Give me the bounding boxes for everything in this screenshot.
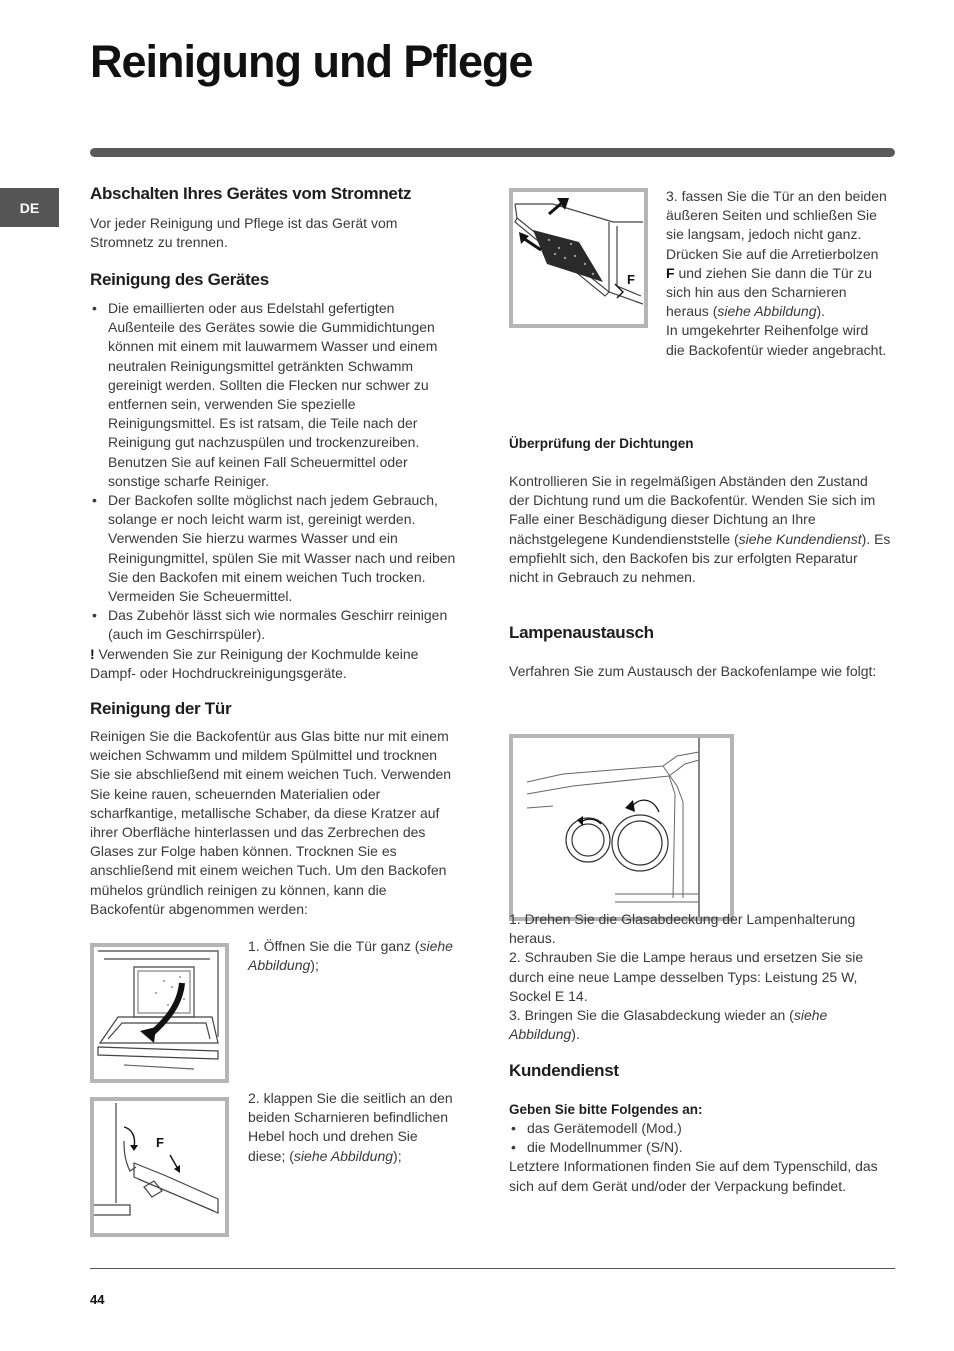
page-number: 44 <box>90 1292 105 1307</box>
figure-reference: siehe Abbildung <box>248 938 453 974</box>
service-list <box>509 1119 889 1157</box>
service-reference: siehe Kundendienst <box>738 530 862 547</box>
figure-lamp <box>509 734 734 921</box>
language-tab: DE <box>0 188 59 227</box>
step1-text: 1. Öffnen Sie die Tür ganz (siehe Abbildung); <box>248 938 453 974</box>
service-subheading: Geben Sie bitte Folgendes an: <box>509 1102 703 1117</box>
step3-block <box>666 187 888 360</box>
figure-reference: siehe Abbildung <box>293 1147 394 1164</box>
seal-check-text: Kontrollieren Sie in regelmäßigen Abständen den Zustand der Dichtung rund um die Backofentür. Wenden Sie sich im Falle einer Beschädigung dieser Dichtung an Ihre nächstgelegene Kundendienststelle (siehe Kundendienst). Es empfiehlt sich, den Backofen bis zur erfolgten Reparatur nicht in Gebrauch zu nehmen. <box>509 473 891 586</box>
warning-note <box>90 645 458 683</box>
device-cleaning-block <box>90 299 458 683</box>
list-item: • Das Zubehör lässt sich wie normales Geschirr reinigen (auch im Geschirrspüler). <box>90 606 458 644</box>
heading-disconnect: Abschalten Ihres Gerätes vom Stromnetz <box>90 184 412 203</box>
figure-reference: siehe Abbildung <box>717 303 817 320</box>
list-item: • das Gerätemodell (Mod.) <box>509 1119 889 1138</box>
service-footer-text: Letztere Informationen finden Sie auf dem Typenschild, das sich auf dem Gerät und/oder der Verpackung befindet. <box>509 1158 878 1194</box>
figure-label-f: F <box>156 1135 164 1150</box>
lamp-steps <box>509 910 889 1044</box>
warning-text: Verwenden Sie zur Reinigung der Kochmulde keine Dampf- oder Hochdruckreinigungsgeräte. <box>90 645 419 681</box>
lamp-intro-text: Verfahren Sie zum Austausch der Backofenlampe wie folgt: <box>509 663 877 679</box>
warning-icon: ! <box>90 645 95 662</box>
step3-reverse-text: In umgekehrter Reihenfolge wird die Backofentür wieder angebracht. <box>666 322 887 358</box>
lamp-step3: 3. Bringen Sie die Glasabdeckung wieder an (siehe Abbildung). <box>509 1007 828 1043</box>
heading-door-cleaning: Reinigung der Tür <box>90 699 232 718</box>
list-item: • die Modellnummer (S/N). <box>509 1138 889 1157</box>
oven-open-door-illustration <box>94 947 225 1079</box>
figure-open-door <box>90 943 229 1083</box>
oven-lamp-illustration <box>513 738 730 917</box>
list-item: • Die emaillierten oder aus Edelstahl gefertigten Außenteile des Gerätes sowie die Gummidichtungen können mit einem mit lauwarmem Wasser und einem neutralen Reinigungsmittel getränkten Schwamm gereinigt werden. Sollten die Flecken nur schwer zu entfernen sein, verwenden Sie spezielle Reinigungsmittel. Es ist ratsam, die Teile nach der Reinigung gut nachzuspülen und trockenzureiben. Benutzen Sie auf keinen Fall Scheuermittel oder sonstige scharfe Reiniger. <box>90 299 458 491</box>
heading-seal-check: Überprüfung der Dichtungen <box>509 436 694 451</box>
hinge-lever-illustration <box>94 1101 225 1233</box>
door-cleaning-text: Reinigen Sie die Backofentür aus Glas bitte nur mit einem weichen Schwamm und mildem Spülmittel und trocknen Sie sie abschließend mit einem weichen Tuch. Verwenden Sie keine rauen, scheuernden Materialien oder scharfkantige, metallische Schaber, da diese Kratzer auf ihrer Oberfläche hinterlassen und das Zerbrechen des Glases zur Folge haben können. Trocknen Sie es anschließend mit einem weichen Tuch. Um den Backofen mühelos gründlich reinigen zu können, kann die Backofentür abgenommen werden: <box>90 728 452 917</box>
lock-pin-label: F <box>666 264 675 281</box>
lamp-step1: 1. Drehen Sie die Glasabdeckung der Lampenhalterung heraus. <box>509 911 856 947</box>
heading-lamp-replacement: Lampenaustausch <box>509 623 654 642</box>
disconnect-text: Vor jeder Reinigung und Pflege ist das Gerät vom Stromnetz zu trennen. <box>90 215 398 251</box>
title-divider-bar <box>90 148 895 157</box>
step3-text: 3. fassen Sie die Tür an den beiden äußeren Seiten und schließen Sie sie langsam, jedoch nicht ganz. Drücken Sie auf die Arretierbolzen F und ziehen Sie dann die Tür zu sich hin aus den Scharnieren heraus (siehe Abbildung). <box>666 188 887 320</box>
figure-label-f: F <box>627 272 635 287</box>
page-title: Reinigung und Pflege <box>90 36 533 87</box>
door-removal-illustration <box>513 192 644 324</box>
list-item: • Der Backofen sollte möglichst nach jedem Gebrauch, solange er noch leicht warm ist, gereinigt werden. Verwenden Sie hierzu warmes Wasser und ein Reinigungmittel, spülen Sie mit Wasser nach und reiben Sie den Backofen mit einem weichen Tuch trocken. Vermeiden Sie Scheuermittel. <box>90 491 458 606</box>
device-cleaning-list <box>90 299 458 645</box>
customer-service-block <box>509 1100 889 1196</box>
figure-reference: siehe Abbildung <box>509 1007 828 1043</box>
footer-divider <box>90 1268 895 1269</box>
lamp-step2: 2. Schrauben Sie die Lampe heraus und ersetzen Sie sie durch eine neue Lampe desselben Typs: Leistung 25 W, Sockel E 14. <box>509 949 864 1004</box>
step2-text: 2. klappen Sie die seitlich an den beiden Scharnieren befindlichen Hebel hoch und drehen Sie diese; (siehe Abbildung); <box>248 1090 453 1164</box>
heading-device-cleaning: Reinigung des Gerätes <box>90 270 269 289</box>
figure-hinge-levers <box>90 1097 229 1237</box>
figure-remove-door <box>509 188 648 328</box>
heading-customer-service: Kundendienst <box>509 1061 619 1080</box>
